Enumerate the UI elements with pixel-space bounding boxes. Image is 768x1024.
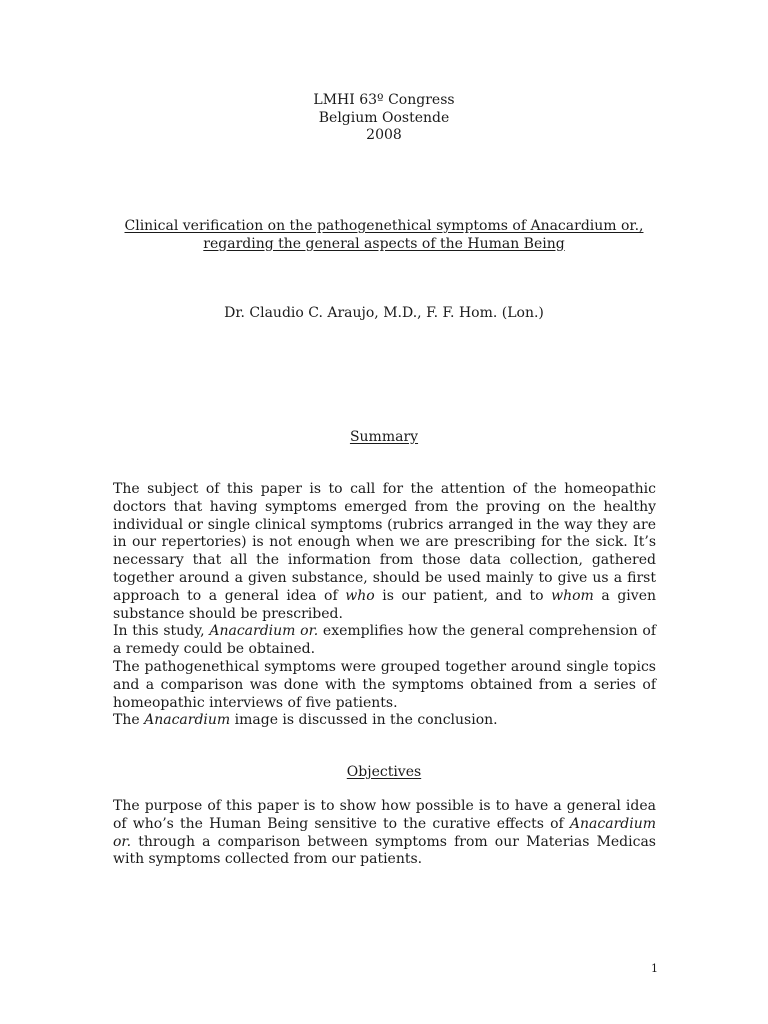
congress-year: 2008 bbox=[366, 127, 402, 143]
summary-paragraph-2 bbox=[113, 623, 656, 659]
summary-text-run: The subject of this paper is to call for the attention of the homeopathic doctors that having symptoms emerged from the proving on the healthy individual or single clinical symptoms (rubrics arranged in the way they are in our repertories) is not enough when we are prescribing for the sick. It’s necessary that all the information from those data collection, gathered together around a given substance, should be used mainly to give us a first approach to a general idea of bbox=[113, 481, 656, 604]
summary-heading: Summary bbox=[349, 429, 419, 445]
summary-text-run: image is discussed in the conclusion. bbox=[230, 712, 498, 729]
paper-title-line-1: Clinical verification on the pathogenethical symptoms of Anacardium or., bbox=[124, 218, 644, 234]
objectives-italic-remedy: Anacardium or. bbox=[113, 815, 656, 850]
paper-title bbox=[0, 218, 768, 253]
objectives-text-run: The purpose of this paper is to show how possible is to have a general idea of who’s the Human Being sensitive to the curative effects of bbox=[113, 798, 656, 832]
summary-text-run: The bbox=[113, 712, 145, 729]
summary-section bbox=[113, 481, 656, 730]
objectives-section bbox=[113, 798, 656, 869]
paper-title-line-2: regarding the general aspects of the Human Being bbox=[203, 235, 565, 252]
author-line: Dr. Claudio C. Araujo, M.D., F. F. Hom. (Lon.) bbox=[224, 305, 544, 321]
summary-italic-remedy: Anacardium bbox=[144, 712, 231, 729]
summary-text-run: exemplifies how the general comprehension of a remedy could be obtained. bbox=[113, 623, 656, 658]
summary-text-run: In this study, bbox=[113, 623, 210, 640]
summary-italic-remedy: Anacardium or. bbox=[209, 623, 319, 640]
summary-paragraph-3: The pathogenethical symptoms were grouped together around single topics and a comparison was done with the symptoms obtained from a series of homeopathic interviews of five patients. bbox=[113, 658, 656, 711]
summary-italic-who: who bbox=[345, 587, 375, 604]
congress-header bbox=[0, 92, 768, 145]
summary-text-run: a given substance should be prescribed. bbox=[113, 587, 657, 622]
congress-location: Belgium Oostende bbox=[318, 109, 450, 126]
page-number: 1 bbox=[651, 962, 658, 975]
summary-italic-whom: whom bbox=[551, 587, 594, 604]
objectives-paragraph-1 bbox=[113, 798, 656, 869]
summary-paragraph-1 bbox=[113, 481, 656, 623]
congress-name: LMHI 63º Congress bbox=[313, 92, 455, 108]
objectives-text-run: through a comparison between symptoms from our Materias Medicas with symptoms collected from our patients. bbox=[113, 833, 656, 868]
objectives-heading: Objectives bbox=[346, 764, 422, 780]
summary-text-run: is our patient, and to bbox=[374, 587, 552, 604]
summary-paragraph-4 bbox=[113, 712, 656, 730]
